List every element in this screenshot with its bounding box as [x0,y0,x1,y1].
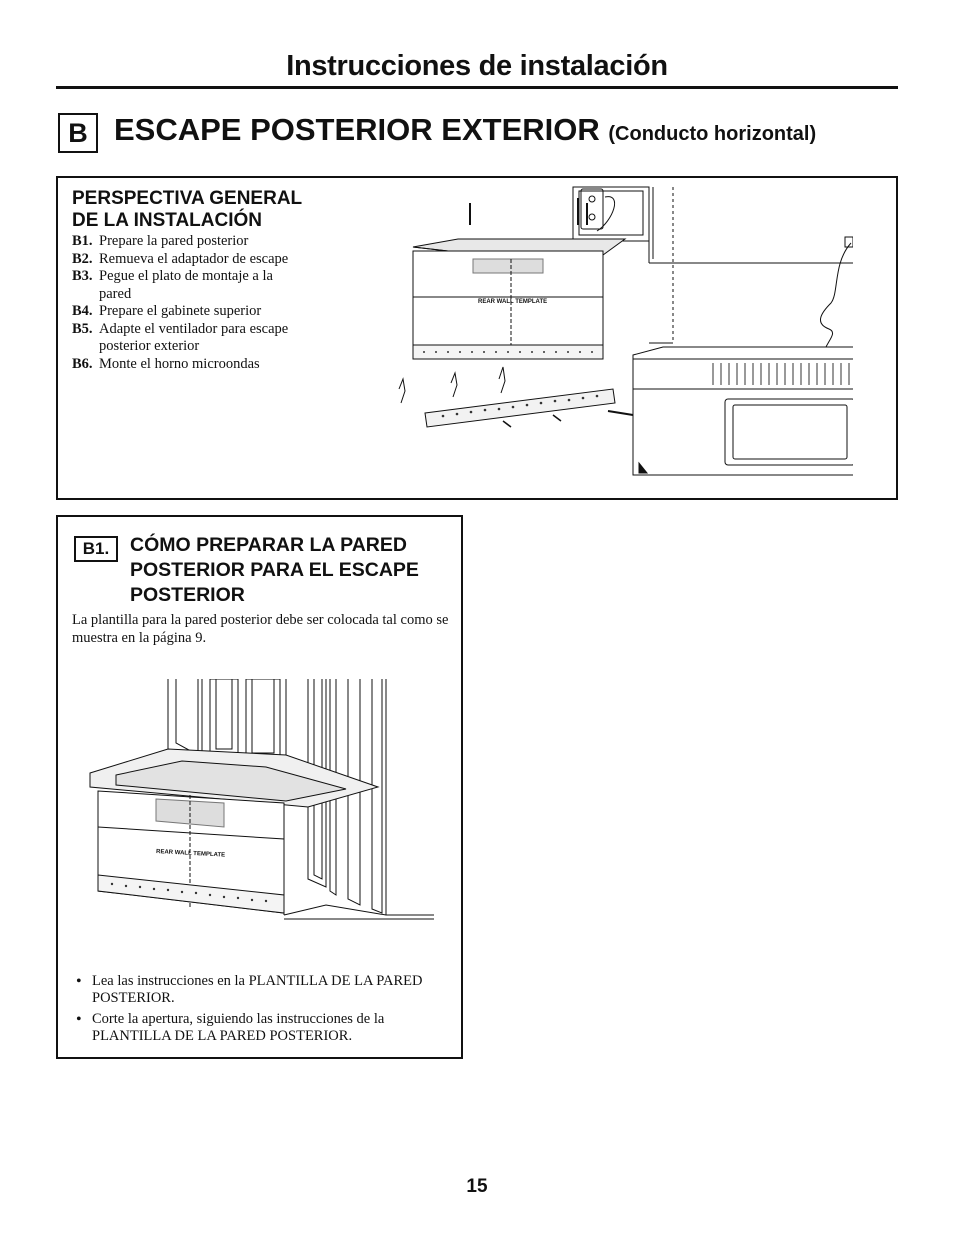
b1-intro: La plantilla para la pared posterior debe ser colocada tal como se muestra en la página 9. [72,612,449,646]
list-item [72,321,304,356]
mounting-screws [470,198,587,225]
b1-heading: CÓMO PREPARAR LA PARED POSTERIOR PARA EL ESCAPE POSTERIOR [130,534,419,606]
bullet-text: Corte la apertura, siguiendo las instrucciones de la PLANTILLA DE LA PARED POSTERIOR. [92,1011,385,1044]
step-text: Monte el horno microondas [99,355,260,372]
upper-cabinet-outline [573,187,853,343]
section-title-sub: (Conducto horizontal) [608,123,817,145]
step-code: B2. [72,250,93,267]
overview-heading-line2: DE LA INSTALACIÓN [72,210,262,231]
step-text: Pegue el plato de montaje a la pared [99,268,273,302]
list-item [72,233,304,251]
toggle-bolts [399,367,505,403]
step-text: Prepare el gabinete superior [99,303,262,319]
list-item [72,268,304,303]
b1-illustration [86,679,434,943]
bullet-icon: • [76,973,82,990]
title-rule [56,86,898,89]
section-title-main: ESCAPE POSTERIOR EXTERIOR [114,112,600,147]
b1-template-label: REAR WALL TEMPLATE [155,849,226,859]
mounting-plate [425,389,633,427]
microwave-oven [633,347,853,475]
list-item [72,251,304,269]
list-item [76,1011,446,1045]
bullet-text: Lea las instrucciones en la PLANTILLA DE LA PARED POSTERIOR. [92,973,423,1006]
step-code: B6. [72,355,93,372]
list-item [72,356,304,374]
list-item [76,973,446,1007]
overview-heading-line1: PERSPECTIVA GENERAL [72,188,303,209]
page-title: Instrucciones de instalación [286,50,668,82]
step-code: B3. [72,268,93,284]
b1-bullet-list [76,973,446,1049]
wall-base [284,905,434,919]
section-letter-box: B [58,113,98,153]
installation-overview-panel [56,176,898,500]
overview-template-label: REAR WALL TEMPLATE [478,299,548,305]
bullet-icon: • [76,1011,82,1028]
b1-tag: B1. [74,536,118,562]
page-number: 15 [466,1176,488,1197]
step-code: B5. [72,320,93,337]
b1-panel [56,515,463,1059]
step-code: B1. [72,233,93,249]
section-title [114,112,816,148]
step-text: Remueva el adaptador de escape [99,250,289,267]
list-item [72,303,304,321]
step-text: Prepare la pared posterior [99,233,249,249]
overview-steps-list [72,233,304,373]
rear-wall-template [413,251,603,359]
overview-heading [72,188,302,232]
power-cord [820,237,853,355]
rear-wall-template [98,791,284,915]
step-code: B4. [72,303,93,319]
step-text: Adapte el ventilador para escape posterior exterior [99,320,289,354]
installation-overview-illustration [333,183,853,495]
